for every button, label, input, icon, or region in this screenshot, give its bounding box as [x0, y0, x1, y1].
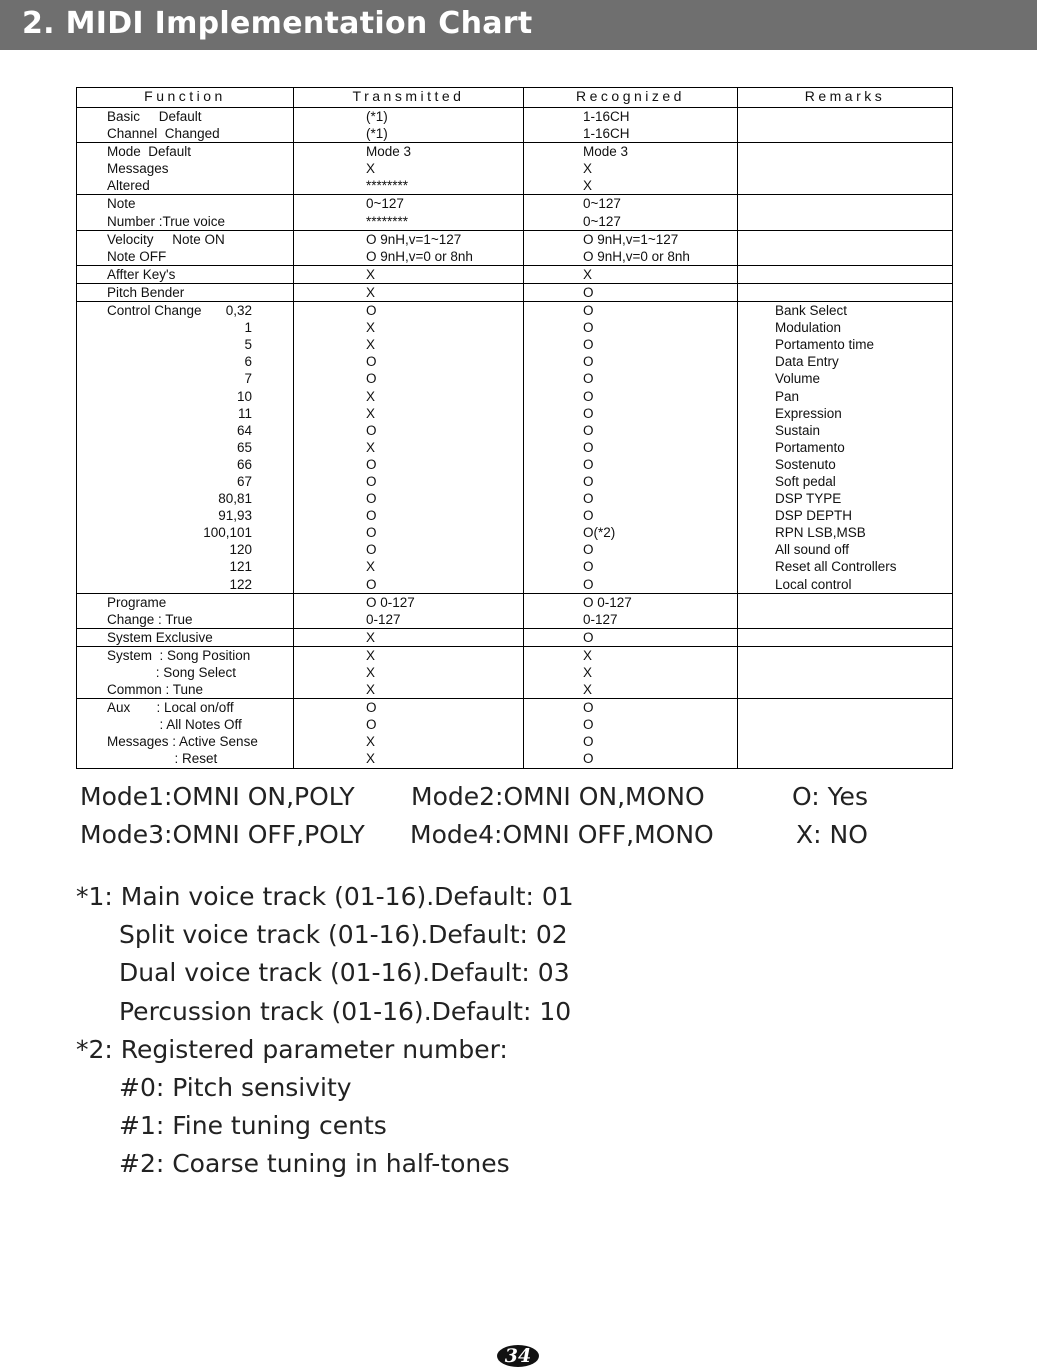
recognized-cell-line: O: [583, 422, 594, 438]
transmitted-cell: [294, 593, 524, 628]
recognized-cell: [524, 283, 738, 301]
recognized-cell-line: 1-16CH: [583, 126, 630, 142]
transmitted-cell-line: X: [366, 439, 376, 455]
transmitted-cell-line: X: [366, 665, 376, 680]
control-change-number: 66: [236, 456, 252, 472]
function-cell: [77, 230, 294, 265]
remarks-cell: [738, 265, 953, 283]
transmitted-cell-line: 0~127: [366, 196, 404, 212]
remarks-cell-line: Expression: [775, 405, 842, 421]
control-change-number: 0,32: [225, 303, 252, 319]
control-change-line: [77, 370, 293, 387]
page-title: 2. MIDI Implementation Chart: [22, 6, 533, 41]
function-cell-line: Common : Tune: [107, 682, 204, 698]
transmitted-cell-line: X: [366, 161, 376, 177]
recognized-cell: [524, 230, 738, 265]
transmitted-cell-line: O: [366, 576, 377, 592]
recognized-cell-line: 0-127: [583, 611, 618, 627]
recognized-cell-line: O: [583, 491, 594, 507]
remarks-cell: [738, 699, 953, 768]
recognized-cell: [524, 265, 738, 283]
recognized-cell-line: X: [583, 266, 593, 282]
control-change-number: 5: [244, 337, 252, 353]
control-change-number: 67: [236, 473, 252, 489]
function-cell-line: Mode Default: [107, 144, 192, 160]
recognized-cell-line: O: [583, 576, 594, 592]
control-change-number: 80,81: [218, 491, 252, 507]
recognized-cell-line: O: [583, 337, 594, 353]
remarks-cell: [738, 593, 953, 628]
function-cell-line: Programe: [107, 594, 167, 610]
recognized-cell-line: X: [583, 665, 593, 680]
control-change-line: [77, 473, 293, 490]
remarks-cell-line: Reset all Controllers: [775, 559, 897, 575]
remarks-cell-line: DSP DEPTH: [775, 508, 853, 524]
remarks-cell-line: Bank Select: [775, 303, 848, 319]
recognized-cell-line: O: [583, 303, 594, 319]
recognized-cell-line: O: [583, 320, 594, 336]
transmitted-cell-line: X: [366, 284, 376, 300]
function-cell-line: Channel Changed: [107, 126, 220, 142]
mode4-label: Mode4:OMNI OFF,MONO: [410, 820, 714, 849]
table-row: [77, 143, 953, 195]
no-legend: X: NO: [796, 820, 868, 849]
transmitted-cell-line: ********: [366, 213, 409, 229]
transmitted-cell-line: X: [366, 559, 376, 575]
control-change-line: [77, 541, 293, 558]
transmitted-cell: [294, 230, 524, 265]
remarks-cell-line: Modulation: [775, 320, 842, 336]
footnote-2-pitch: #0: Pitch sensivity: [119, 1072, 352, 1102]
control-change-number: 91,93: [218, 508, 252, 524]
function-cell: [77, 628, 294, 646]
recognized-cell-line: O: [583, 284, 594, 300]
transmitted-cell-line: O 0-127: [366, 594, 415, 610]
recognized-cell-line: O 9nH,v=0 or 8nh: [583, 248, 690, 264]
transmitted-cell-line: Mode 3: [366, 144, 412, 160]
recognized-cell-line: O: [583, 717, 594, 733]
recognized-cell-line: O 0-127: [583, 594, 632, 610]
control-change-number: 6: [244, 354, 252, 370]
control-change-line: [77, 524, 293, 541]
recognized-cell-line: O 9nH,v=1~127: [583, 231, 679, 247]
transmitted-cell-line: X: [366, 734, 376, 750]
recognized-cell-line: O: [583, 734, 594, 750]
footnote-2-coarse: #2: Coarse tuning in half-tones: [119, 1149, 510, 1179]
table-row: [77, 628, 953, 646]
function-cell-line: Note: [107, 196, 136, 212]
remarks-cell-line: Sustain: [775, 422, 821, 438]
recognized-cell: [524, 593, 738, 628]
control-change-number: 11: [237, 405, 252, 421]
recognized-cell-line: O: [583, 559, 594, 575]
table-header-row: [77, 88, 953, 108]
remarks-cell-line: All sound off: [775, 542, 850, 558]
recognized-cell-line: O: [583, 508, 594, 524]
function-cell: [77, 283, 294, 301]
transmitted-cell-line: O 9nH,v=0 or 8nh: [366, 248, 473, 264]
recognized-cell: [524, 628, 738, 646]
remarks-cell: [738, 143, 953, 195]
yes-legend: O: Yes: [792, 782, 868, 811]
recognized-cell: [524, 143, 738, 195]
function-cell-line: Messages: [107, 161, 169, 177]
control-change-line: [77, 388, 293, 405]
transmitted-cell-line: O: [366, 542, 377, 558]
transmitted-cell-line: O: [366, 525, 377, 541]
control-change-line: [77, 507, 293, 524]
function-cell-line: : Song Select: [107, 665, 237, 680]
header-bar: [0, 0, 1037, 50]
recognized-cell-line: O: [583, 700, 594, 716]
control-change-line: [77, 319, 293, 336]
footnote-1: *1: Main voice track (01-16).Default: 01: [76, 882, 574, 911]
function-cell: [77, 646, 294, 698]
recognized-cell-line: 1-16CH: [583, 109, 630, 124]
transmitted-cell-line: O: [366, 456, 377, 472]
recognized-cell-line: 0~127: [583, 213, 621, 229]
table-row: [77, 283, 953, 301]
transmitted-cell-line: (*1): [366, 126, 388, 142]
transmitted-cell-line: ********: [366, 178, 409, 194]
control-change-line: [77, 456, 293, 473]
transmitted-cell-line: 0-127: [366, 611, 401, 627]
footnote-1-percussion: Percussion track (01-16).Default: 10: [119, 996, 572, 1026]
recognized-cell: [524, 646, 738, 698]
transmitted-cell-line: X: [366, 629, 376, 645]
transmitted-cell: [294, 646, 524, 698]
transmitted-cell-line: O 9nH,v=1~127: [366, 231, 462, 247]
recognized-cell-line: X: [583, 161, 593, 177]
transmitted-cell-line: O: [366, 303, 377, 319]
recognized-cell-line: O: [583, 629, 594, 645]
control-change-number: 65: [236, 439, 252, 455]
control-change-number: 1: [244, 320, 252, 336]
control-change-number: 10: [236, 388, 252, 404]
recognized-cell: [524, 699, 738, 768]
transmitted-cell: [294, 265, 524, 283]
remarks-cell-line: Soft pedal: [775, 473, 836, 489]
remarks-cell: [738, 283, 953, 301]
recognized-cell-line: O: [583, 354, 594, 370]
control-change-number: 100,101: [203, 525, 252, 541]
transmitted-cell-line: O: [366, 354, 377, 370]
recognized-cell-line: Mode 3: [583, 144, 629, 160]
remarks-cell: [738, 230, 953, 265]
control-change-number: 64: [236, 422, 252, 438]
mode2-label: Mode2:OMNI ON,MONO: [411, 782, 705, 811]
function-cell: [77, 265, 294, 283]
transmitted-cell: [294, 699, 524, 768]
function-cell-line: Velocity Note ON: [107, 231, 225, 247]
transmitted-cell: [294, 108, 524, 143]
remarks-cell: [738, 108, 953, 143]
control-change-line: [77, 558, 293, 575]
control-change-line: [77, 405, 293, 422]
footnote-1-split: Split voice track (01-16).Default: 02: [119, 920, 568, 950]
function-cell-line: : All Notes Off: [107, 717, 242, 733]
transmitted-cell-line: O: [366, 700, 377, 716]
function-cell-line: Number :True voice: [107, 213, 226, 229]
function-cell: [77, 195, 294, 230]
footnotes: [76, 878, 574, 1184]
midi-implementation-table: [76, 87, 953, 769]
recognized-cell-line: O: [583, 388, 594, 404]
transmitted-cell-line: X: [366, 337, 376, 353]
footnote-2: *2: Registered parameter number:: [76, 1034, 508, 1064]
recognized-cell-line: X: [583, 647, 593, 663]
recognized-cell: [524, 195, 738, 230]
remarks-cell-line: Portamento time: [775, 337, 875, 353]
recognized-cell-line: O: [583, 751, 594, 767]
remarks-cell: [738, 646, 953, 698]
recognized-cell-line: O: [583, 405, 594, 421]
function-cell-line: Altered: [107, 178, 150, 194]
footnote-2-fine: #1: Fine tuning cents: [119, 1111, 387, 1141]
mode1-label: Mode1:OMNI ON,POLY: [80, 782, 355, 811]
function-cell: [77, 143, 294, 195]
control-change-line: [77, 302, 293, 319]
header-transmitted: Transmitted: [294, 88, 524, 108]
control-change-number: 121: [229, 559, 252, 575]
recognized-cell-line: O: [583, 473, 594, 489]
control-change-line: [77, 576, 293, 593]
footnote-1-dual: Dual voice track (01-16).Default: 03: [119, 958, 570, 988]
control-change-line: [77, 439, 293, 456]
mode3-label: Mode3:OMNI OFF,POLY: [80, 820, 365, 849]
remarks-cell-line: DSP TYPE: [775, 491, 842, 507]
transmitted-cell-line: X: [366, 751, 376, 767]
recognized-cell-line: X: [583, 682, 593, 698]
control-change-number: 122: [229, 576, 252, 592]
control-change-line: [77, 422, 293, 439]
transmitted-cell-line: X: [366, 320, 376, 336]
control-change-line: [77, 490, 293, 507]
remarks-cell-line: Portamento: [775, 439, 845, 455]
remarks-cell-line: Local control: [775, 576, 852, 592]
remarks-cell-line: Volume: [775, 371, 821, 387]
function-cell-line: System : Song Position: [107, 647, 251, 663]
function-cell-line: Aux : Local on/off: [107, 700, 234, 716]
transmitted-cell-line: X: [366, 682, 376, 698]
remarks-cell-line: Pan: [775, 388, 800, 404]
control-change-line: [77, 336, 293, 353]
control-change-label: Control Change: [107, 303, 202, 319]
transmitted-cell-line: O: [366, 717, 377, 733]
transmitted-cell: [294, 628, 524, 646]
recognized-cell-line: O: [583, 371, 594, 387]
transmitted-cell-line: X: [366, 405, 376, 421]
transmitted-cell: [294, 283, 524, 301]
recognized-cell-line: O(*2): [583, 525, 616, 541]
function-cell: [77, 593, 294, 628]
recognized-cell-line: 0~127: [583, 196, 621, 212]
header-remarks: Remarks: [738, 88, 953, 108]
function-cell: [77, 108, 294, 143]
remarks-cell: [738, 302, 953, 594]
function-cell-line: : Reset: [107, 751, 218, 767]
transmitted-cell-line: X: [366, 266, 376, 282]
function-cell-line: Affter Key's: [107, 266, 176, 282]
table-row: [77, 265, 953, 283]
control-change-number: 120: [229, 542, 252, 558]
remarks-cell: [738, 195, 953, 230]
table-row: [77, 646, 953, 698]
transmitted-cell-line: X: [366, 388, 376, 404]
function-cell-line: Messages : Active Sense: [107, 734, 258, 750]
transmitted-cell-line: X: [366, 647, 376, 663]
remarks-cell-line: RPN LSB,MSB: [775, 525, 866, 541]
control-change-number: 7: [244, 371, 252, 387]
remarks-cell-line: Data Entry: [775, 354, 839, 370]
transmitted-cell-line: O: [366, 473, 377, 489]
recognized-cell-line: O: [583, 542, 594, 558]
transmitted-cell-line: O: [366, 508, 377, 524]
function-cell-line: Note OFF: [107, 248, 167, 264]
transmitted-cell-line: O: [366, 371, 377, 387]
transmitted-cell-line: O: [366, 491, 377, 507]
remarks-cell-line: Sostenuto: [775, 456, 836, 472]
recognized-cell-line: O: [583, 456, 594, 472]
transmitted-cell: [294, 143, 524, 195]
header-function: Function: [77, 88, 294, 108]
transmitted-cell: [294, 195, 524, 230]
transmitted-cell: [294, 302, 524, 594]
control-change-line: [77, 353, 293, 370]
function-cell: [77, 302, 294, 594]
function-cell-line: Pitch Bender: [107, 284, 185, 300]
table-row: [77, 195, 953, 230]
function-cell: [77, 699, 294, 768]
recognized-cell: [524, 108, 738, 143]
function-cell-line: Change : True: [107, 611, 193, 627]
transmitted-cell-line: (*1): [366, 109, 388, 124]
remarks-cell: [738, 628, 953, 646]
table-row: [77, 230, 953, 265]
page-number: 34: [497, 1345, 539, 1367]
recognized-cell-line: X: [583, 178, 593, 194]
table-row-control-change: [77, 302, 953, 594]
recognized-cell-line: O: [583, 439, 594, 455]
function-cell-line: Basic Default: [107, 109, 202, 124]
header-recognized: Recognized: [524, 88, 738, 108]
table-row: [77, 699, 953, 768]
transmitted-cell-line: O: [366, 422, 377, 438]
recognized-cell: [524, 302, 738, 594]
table-row: [77, 593, 953, 628]
table-row: [77, 108, 953, 143]
function-cell-line: System Exclusive: [107, 629, 213, 645]
